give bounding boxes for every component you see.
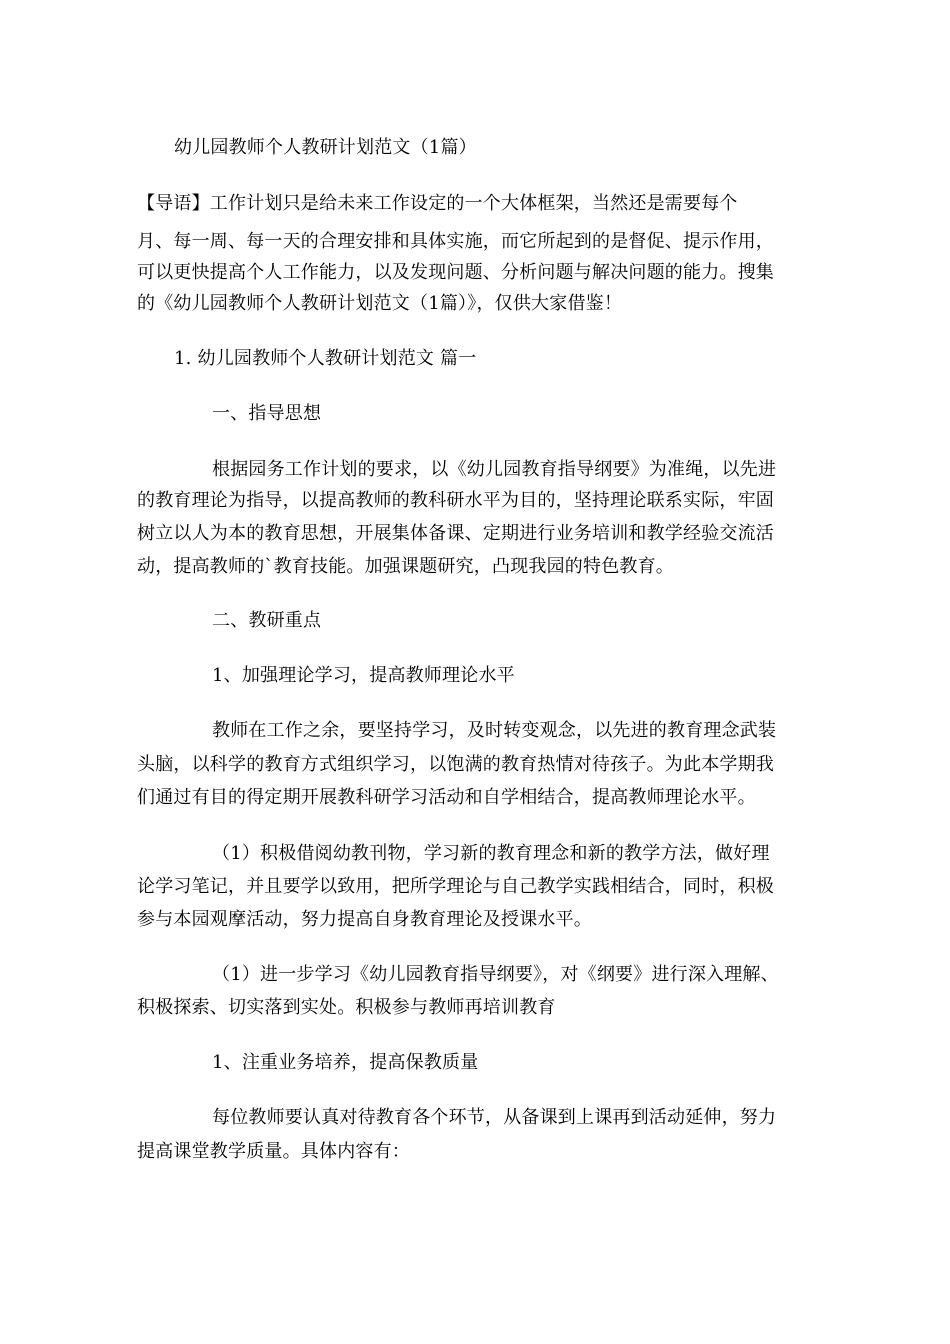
para-3-line-2: 论学习笔记，并且要学以致用，把所学理论与自己教学实践相结合，同时，积极 (137, 876, 774, 897)
para-1-line-2: 的教育理论为指导，以提高教师的教科研水平为目的，坚持理论联系实际，牢固 (137, 490, 774, 511)
para-2-line-3: 们通过有目的得定期开展教科研学习活动和自学相结合，提高教师理论水平。 (137, 787, 756, 808)
para-5-line-1: 每位教师要认真对待教育各个环节，从备课到上课再到活动延伸，努力 (212, 1107, 777, 1128)
heading-guiding-ideology: 一、指导思想 (212, 403, 322, 424)
para-1-line-1: 根据园务工作计划的要求，以《幼儿园教育指导纲要》为准绳，以先进 (212, 459, 777, 480)
para-1-line-3: 树立以人为本的教育思想，开展集体备课、定期进行业务培训和教学经验交流活 (137, 523, 774, 544)
para-4-line-2: 积极探索、切实落到实处。积极参与教师再培训教育 (137, 997, 556, 1018)
para-2-line-2: 头脑，以科学的教育方式组织学习，以饱满的教育热情对待孩子。为此本学期我 (137, 754, 774, 775)
document-title: 幼儿园教师个人教研计划范文（1篇） (174, 137, 477, 158)
para-2-line-1: 教师在工作之余，要坚持学习，及时转变观念，以先进的教育理念武装 (212, 720, 777, 741)
heading-research-focus: 二、教研重点 (212, 610, 322, 631)
para-3-line-1: （1）积极借阅幼教刊物，学习新的教育理念和新的教学方法，做好理 (212, 843, 770, 864)
intro-line-4: 的《幼儿园教师个人教研计划范文（1篇）》，仅供大家借鉴！ (137, 293, 623, 314)
sub-heading-theory-study: 1、加强理论学习，提高教师理论水平 (212, 665, 515, 686)
intro-line-2: 月、每一周、每一天的合理安排和具体实施，而它所起到的是督促、提示作用， (137, 231, 774, 252)
para-4-line-1: （1）进一步学习《幼儿园教育指导纲要》，对《纲要》进行深入理解、 (212, 964, 779, 985)
section-heading: 1. 幼儿园教师个人教研计划范文 篇一 (174, 348, 477, 369)
para-3-line-3: 参与本园观摩活动，努力提高自身教育理论及授课水平。 (137, 909, 592, 930)
para-1-line-4: 动，提高教师的`教育技能。加强课题研究，凸现我园的特色教育。 (137, 556, 674, 577)
intro-line-1: 【导语】工作计划只是给未来工作设定的一个大体框架，当然还是需要每个 (137, 193, 738, 214)
intro-line-3: 可以更快提高个人工作能力，以及发现问题、分析问题与解决问题的能力。搜集 (137, 262, 774, 283)
sub-heading-professional-training: 1、注重业务培养，提高保教质量 (212, 1052, 479, 1073)
para-5-line-2: 提高课堂教学质量。具体内容有： (137, 1141, 410, 1162)
